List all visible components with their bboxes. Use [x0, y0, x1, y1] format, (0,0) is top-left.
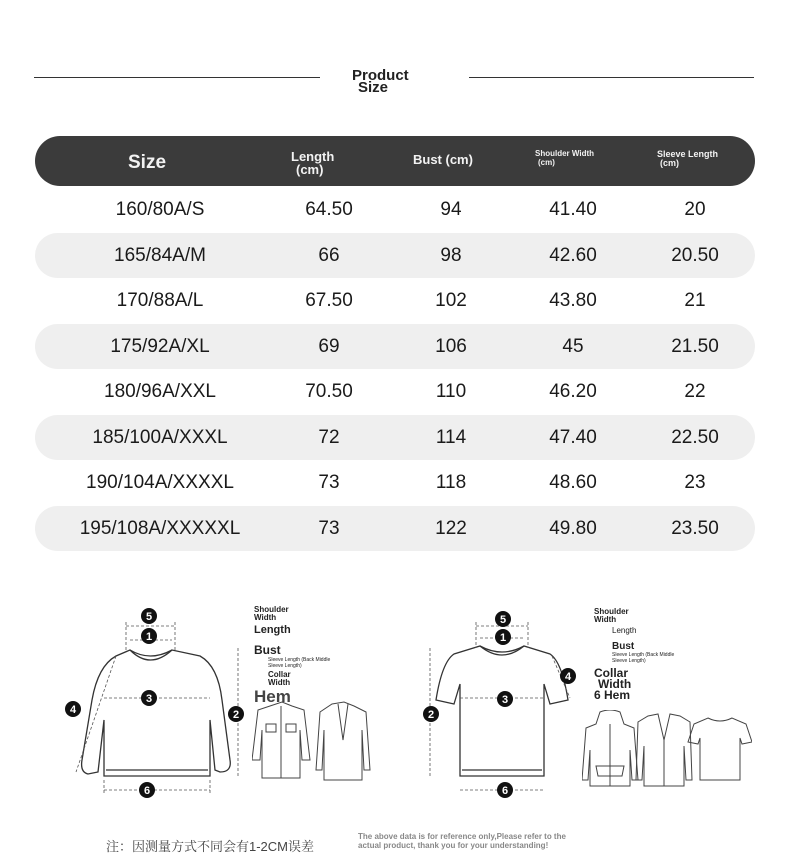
legend-sleeve [594, 652, 704, 664]
cell-bust: 106 [435, 335, 467, 357]
cell-shoulder: 41.40 [549, 199, 597, 220]
marker-6-label: 6 [501, 785, 509, 797]
title-line-2: Size [358, 79, 389, 96]
cell-bust: 118 [435, 472, 467, 493]
marker-4-label: 4 [564, 671, 572, 683]
cell-shoulder: 42.60 [549, 244, 597, 266]
table-row [35, 460, 755, 506]
header-length-unit: (cm) [296, 162, 324, 177]
measurement-note-en [358, 832, 566, 850]
cell-bust: 114 [435, 426, 467, 448]
tshirt-measurement-diagram [418, 600, 588, 805]
table-row [35, 415, 755, 461]
legend-shoulder [594, 608, 704, 624]
marker-5-label: 5 [145, 611, 153, 623]
legend-sleeve-label-2: Sleeve Length) [268, 663, 302, 669]
cell-length: 70.50 [305, 381, 353, 402]
legend-bust: Bust [254, 643, 281, 657]
legend-sleeve-label: Sleeve Length (Back Middle [612, 652, 675, 658]
cell-size: 170/88A/L [116, 290, 204, 311]
cell-shoulder: 46.20 [549, 381, 597, 402]
cell-size: 160/80A/S [115, 199, 205, 220]
table-row [35, 187, 755, 233]
longsleeve-measurement-diagram [50, 600, 250, 805]
legend-shoulder [254, 606, 364, 622]
header-sleeve [657, 150, 718, 168]
legend-collar [594, 668, 704, 690]
header-bust: Bust (cm) [413, 152, 473, 167]
measurement-note-en-line-1: The above data is for reference only,Please refer to the [358, 832, 566, 841]
legend-shoulder-label-2: Width [594, 615, 617, 624]
cell-sleeve: 21.50 [671, 335, 719, 357]
measurement-note-cn: 注：因测量方式不同会有1-2CM误差 [106, 839, 315, 854]
header-length-label: Length [291, 149, 335, 164]
cell-sleeve: 22.50 [671, 426, 719, 448]
measurement-note-en-line-2: actual product, thank you for your understanding! [358, 841, 549, 850]
cell-length: 73 [318, 517, 340, 539]
cell-sleeve: 20.50 [671, 244, 719, 266]
cell-bust: 98 [440, 244, 462, 266]
legend-collar-label-2: Width [598, 677, 632, 691]
title-line-1: Product [352, 67, 409, 84]
header-size: Size [128, 152, 167, 173]
marker-2-label: 2 [232, 709, 240, 721]
legend-left [254, 606, 364, 707]
cell-size: 180/96A/XXL [104, 381, 216, 402]
legend-hem: 6 Hem [594, 688, 631, 702]
cell-shoulder: 47.40 [549, 426, 597, 448]
table-row [35, 506, 755, 552]
size-table [35, 187, 755, 551]
title-line-right [469, 77, 754, 78]
page-title [330, 67, 450, 96]
marker-3-label: 3 [501, 694, 509, 706]
legend-shoulder-label: Shoulder [254, 605, 289, 614]
table-row [35, 278, 755, 324]
legend-hem: Hem [254, 687, 291, 706]
cell-sleeve: 20 [684, 199, 706, 220]
legend-collar-label: Collar [268, 670, 291, 679]
cell-size: 165/84A/M [114, 244, 206, 266]
legend-collar-label-2: Width [268, 678, 291, 687]
header-sleeve-label: Sleeve Length [657, 149, 719, 159]
legend-shoulder-label-2: Width [254, 613, 277, 622]
legend-length: Length [254, 624, 291, 636]
cell-shoulder: 45 [562, 335, 584, 357]
cell-size: 195/108A/XXXXXL [79, 517, 241, 539]
marker-1-label: 1 [145, 631, 153, 643]
cell-length: 69 [318, 335, 340, 357]
cell-sleeve: 22 [684, 381, 706, 402]
cell-length: 66 [318, 244, 340, 266]
legend-sleeve [254, 657, 364, 669]
header-shoulder-unit: (cm) [538, 158, 555, 167]
marker-5-label: 5 [499, 614, 507, 626]
marker-1-label: 1 [499, 632, 507, 644]
legend-sleeve-label: Sleeve Length (Back Middle [268, 657, 331, 663]
title-line-left [34, 77, 320, 78]
header-shoulder-label: Shoulder Width [535, 149, 595, 158]
legend-collar-label: Collar [594, 666, 629, 680]
table-row [35, 369, 755, 415]
cell-sleeve: 23 [684, 472, 706, 493]
cell-shoulder: 49.80 [549, 517, 597, 539]
legend-length: Length [612, 626, 637, 635]
cell-sleeve: 23.50 [671, 517, 719, 539]
cell-shoulder: 43.80 [549, 290, 597, 311]
table-header [35, 136, 755, 186]
jacket-blazer-icons [252, 700, 372, 785]
cell-size: 185/100A/XXXL [92, 426, 228, 448]
legend-right [594, 608, 704, 701]
legend-bust: Bust [612, 641, 635, 652]
cell-length: 67.50 [305, 290, 353, 311]
cell-size: 190/104A/XXXXL [86, 472, 234, 493]
legend-collar [254, 671, 364, 687]
header-length [291, 150, 334, 176]
cell-length: 72 [318, 426, 340, 448]
cell-size: 175/92A/XL [110, 335, 210, 357]
hoodie-cardigan-tee-icons [582, 710, 752, 790]
marker-2-label: 2 [427, 709, 435, 721]
marker-6-label: 6 [143, 785, 151, 797]
cell-bust: 102 [435, 290, 467, 311]
cell-bust: 94 [440, 199, 462, 220]
cell-length: 73 [318, 472, 340, 493]
table-row [35, 233, 755, 279]
cell-bust: 122 [435, 517, 467, 539]
cell-bust: 110 [435, 381, 467, 402]
header-sleeve-unit: (cm) [660, 158, 680, 168]
cell-length: 64.50 [305, 199, 353, 220]
cell-shoulder: 48.60 [549, 472, 597, 493]
marker-4-label: 4 [69, 704, 77, 716]
marker-3-label: 3 [145, 693, 153, 705]
legend-sleeve-label-2: Sleeve Length) [612, 658, 646, 664]
legend-shoulder-label: Shoulder [594, 607, 629, 616]
table-row [35, 324, 755, 370]
cell-sleeve: 21 [684, 290, 706, 311]
header-shoulder [535, 149, 594, 167]
